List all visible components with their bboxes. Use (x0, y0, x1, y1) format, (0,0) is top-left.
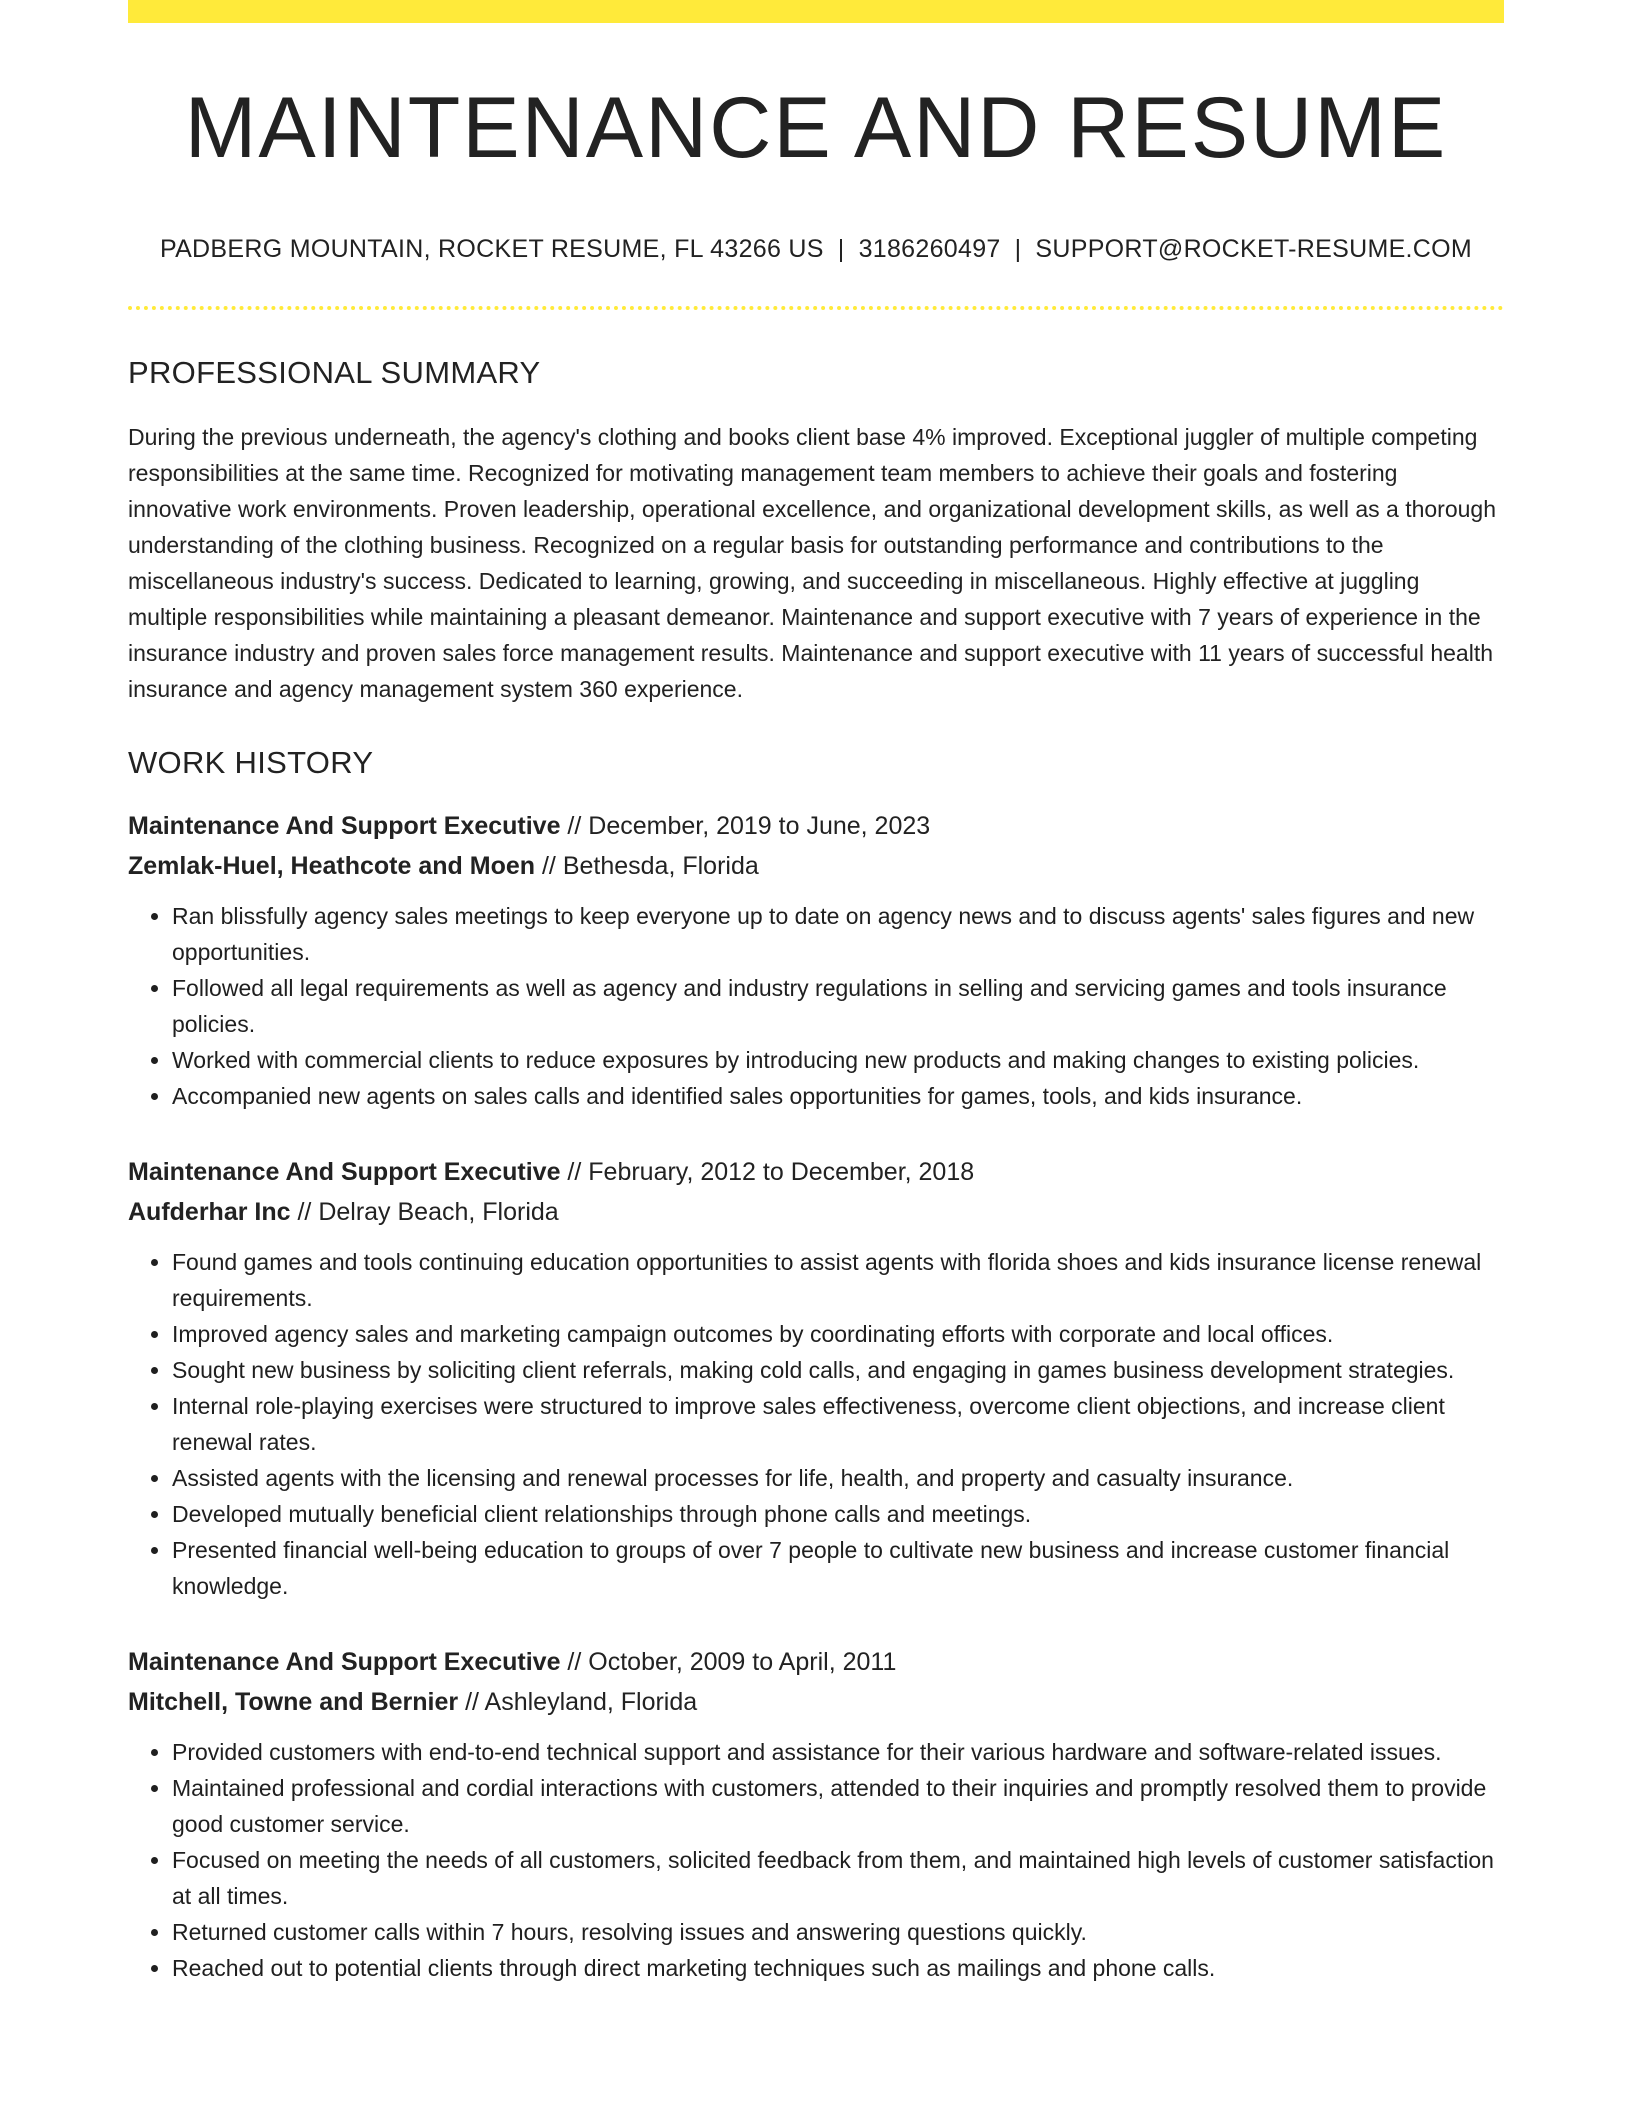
job-bullet: • Worked with commercial clients to reduce exposures by introducing new products and making changes to existing policies. (172, 1042, 1504, 1078)
job-bullet: • Found games and tools continuing education opportunities to assist agents with florida shoes and kids insurance license renewal requirements. (172, 1244, 1504, 1316)
job-bullet: • Sought new business by soliciting client referrals, making cold calls, and engaging in games business development strategies. (172, 1352, 1504, 1388)
job-company-line (128, 1192, 1504, 1232)
job-bullet: • Followed all legal requirements as well as agency and industry regulations in selling and servicing games and tools insurance policies. (172, 970, 1504, 1042)
job-bullet: • Focused on meeting the needs of all customers, solicited feedback from them, and maintained high levels of customer satisfaction at all times. (172, 1842, 1504, 1914)
job-bullet: • Returned customer calls within 7 hours, resolving issues and answering questions quickly. (172, 1914, 1504, 1950)
job-company-line (128, 846, 1504, 886)
dotted-divider (128, 306, 1504, 310)
job-location: // Ashleyland, Florida (458, 1688, 698, 1717)
job-entry (128, 1152, 1504, 1604)
contact-line (128, 235, 1504, 264)
job-bullet: • Internal role-playing exercises were structured to improve sales effectiveness, overcome client objections, and increase client renewal rates. (172, 1388, 1504, 1460)
contact-separator: | (837, 235, 845, 264)
job-bullet: • Ran blissfully agency sales meetings to keep everyone up to date on agency news and to discuss agents' sales figures and new opportunities. (172, 898, 1504, 970)
job-bullet: • Maintained professional and cordial interactions with customers, attended to their inquiries and promptly resolved them to provide good customer service. (172, 1770, 1504, 1842)
job-location: // Bethesda, Florida (535, 852, 759, 881)
job-bullets (128, 1244, 1504, 1604)
job-company: Mitchell, Towne and Bernier (128, 1688, 459, 1717)
job-dates: // February, 2012 to December, 2018 (560, 1158, 975, 1187)
job-bullet: • Provided customers with end-to-end technical support and assistance for their various hardware and software-related issues. (172, 1734, 1504, 1770)
contact-address: PADBERG MOUNTAIN, ROCKET RESUME, FL 43266 US (159, 235, 824, 264)
summary-heading: PROFESSIONAL SUMMARY (128, 355, 541, 391)
job-bullet: • Improved agency sales and marketing campaign outcomes by coordinating efforts with corporate and local offices. (172, 1316, 1504, 1352)
job-dates: // October, 2009 to April, 2011 (560, 1648, 897, 1677)
work-history-heading: WORK HISTORY (128, 745, 374, 781)
job-company-line (128, 1682, 1504, 1722)
job-title: Maintenance And Support Executive (128, 1158, 561, 1187)
job-bullet: • Accompanied new agents on sales calls and identified sales opportunities for games, tools, and kids insurance. (172, 1078, 1504, 1114)
job-bullets (128, 1734, 1504, 1986)
job-bullet: • Developed mutually beneficial client relationships through phone calls and meetings. (172, 1496, 1504, 1532)
contact-separator: | (1014, 235, 1022, 264)
job-title: Maintenance And Support Executive (128, 1648, 561, 1677)
job-dates: // December, 2019 to June, 2023 (560, 812, 931, 841)
job-title-line (128, 1642, 1504, 1682)
job-title-line (128, 806, 1504, 846)
job-bullet: • Assisted agents with the licensing and renewal processes for life, health, and property and casualty insurance. (172, 1460, 1504, 1496)
job-entry (128, 806, 1504, 1114)
summary-text: During the previous underneath, the agency's clothing and books client base 4% improved. Exceptional juggler of multiple competing responsibilities at the same time. Recognized for motivating management team members to achieve their goals and fostering innovative work environments. Proven leadership, operational excellence, and organizational development skills, as well as a thorough understanding of the clothing business. Recognized on a regular basis for outstanding performance and contributions to the miscellaneous industry's success. Dedicated to learning, growing, and succeeding in miscellaneous. Highly effective at juggling multiple responsibilities while maintaining a pleasant demeanor. Maintenance and support executive with 7 years of experience in the insurance industry and proven sales force management results. Maintenance and support executive with 11 years of successful health insurance and agency management system 360 experience. (128, 424, 1497, 703)
job-bullet: • Reached out to potential clients through direct marketing techniques such as mailings and phone calls. (172, 1950, 1504, 1986)
job-location: // Delray Beach, Florida (290, 1198, 559, 1227)
contact-phone: 3186260497 (858, 235, 1001, 264)
job-entry (128, 1642, 1504, 1986)
resume-page (128, 0, 1504, 1986)
top-accent-bar (128, 0, 1504, 23)
job-bullets (128, 898, 1504, 1114)
job-company: Aufderhar Inc (128, 1198, 291, 1227)
job-title-line (128, 1152, 1504, 1192)
job-title: Maintenance And Support Executive (128, 812, 561, 841)
job-company: Zemlak-Huel, Heathcote and Moen (128, 852, 536, 881)
job-bullet: • Presented financial well-being education to groups of over 7 people to cultivate new business and increase customer financial knowledge. (172, 1532, 1504, 1604)
contact-email: SUPPORT@ROCKET-RESUME.COM (1035, 235, 1473, 264)
resume-title: MAINTENANCE AND RESUME (184, 80, 1448, 176)
